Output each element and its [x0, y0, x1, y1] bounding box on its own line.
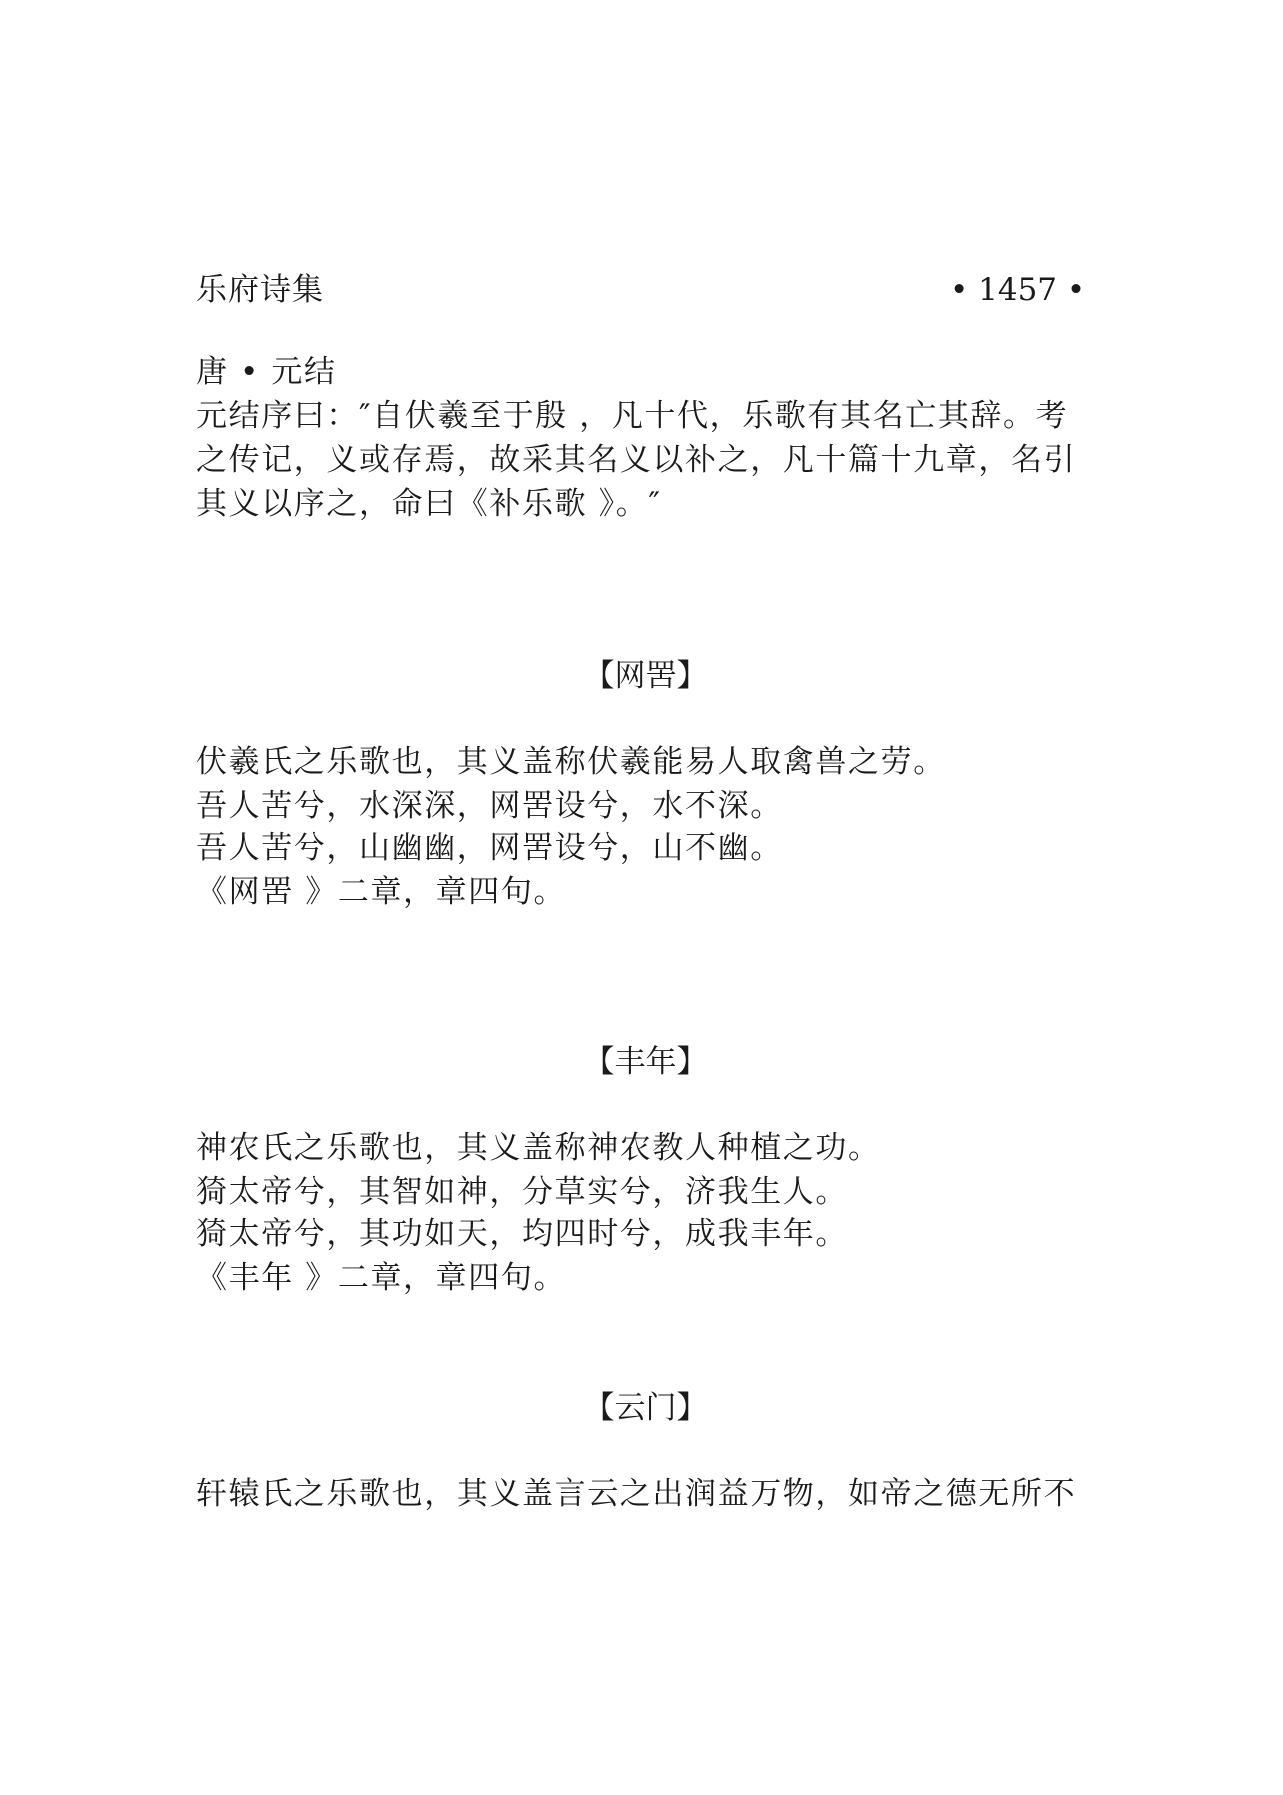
section-line: 伏羲氏之乐歌也，其义盖称伏羲能易人取禽兽之劳。: [196, 744, 946, 780]
section-title: 【网罟】: [583, 658, 708, 694]
preface-line: 其义以序之，命曰《补乐歌 》。″: [196, 486, 662, 522]
preface-line: 元结序曰：″自伏羲至于殷 ，凡十代，乐歌有其名亡其辞。考: [196, 398, 1069, 434]
section-line: 《丰年 》二章，章四句。: [196, 1260, 567, 1296]
section-line: 猗太帝兮，其功如天，均四时兮，成我丰年。: [196, 1216, 848, 1252]
author-line: 唐 • 元结: [196, 354, 337, 390]
section-line: 《网罟 》二章，章四句。: [196, 874, 567, 910]
preface-line: 之传记，义或存焉，故采其名义以补之，凡十篇十九章，名引: [196, 442, 1077, 478]
section-line: 轩辕氏之乐歌也，其义盖言云之出润益万物，如帝之德无所不: [196, 1476, 1077, 1512]
section-line: 猗太帝兮，其智如神，分草实兮，济我生人。: [196, 1174, 848, 1210]
running-header-title: 乐府诗集: [196, 272, 324, 308]
section-line: 神农氏之乐歌也，其义盖称神农教人种植之功。: [196, 1130, 881, 1166]
section-line: 吾人苦兮，水深深，网罟设兮，水不深。: [196, 788, 783, 824]
section-title: 【云门】: [583, 1390, 708, 1426]
section-line: 吾人苦兮，山幽幽，网罟设兮，山不幽。: [196, 830, 783, 866]
page-number: • 1457 •: [950, 272, 1086, 308]
section-title: 【丰年】: [583, 1044, 708, 1080]
